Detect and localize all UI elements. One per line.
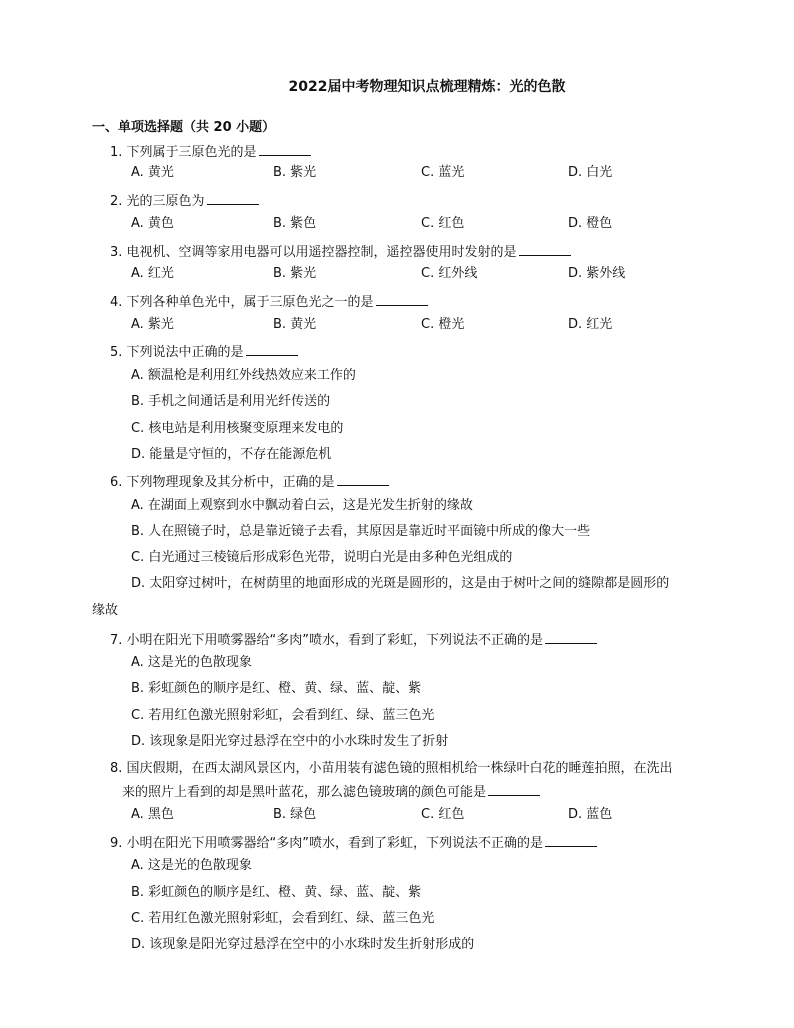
question-8-option-b: B. 绿色 <box>273 807 317 822</box>
question-7-stem: 7. 小明在阳光下用喷雾器给“多肉”喷水，看到了彩虹，下列说法不正确的是 <box>110 631 597 650</box>
question-6-option-d-continuation: 缘故 <box>92 603 119 618</box>
question-8-stem: 8. 国庆假期，在西太湖风景区内，小苗用装有滤色镜的照相机给一株绿叶白花的睡莲拍照，在洗出 <box>110 761 673 776</box>
question-9-option-a: A. 这是光的色散现象 <box>131 858 252 873</box>
question-3-option-a: A. 红光 <box>131 266 174 281</box>
question-3-option-b: B. 紫光 <box>273 266 317 281</box>
question-9-option-c: C. 若用红色激光照射彩虹，会看到红、绿、蓝三色光 <box>131 911 435 926</box>
question-8-option-d: D. 蓝色 <box>568 807 613 822</box>
question-3-stem: 3. 电视机、空调等家用电器可以用遥控器控制，遥控器使用时发射的是 <box>110 243 571 262</box>
answer-blank <box>207 192 259 205</box>
answer-blank <box>246 343 298 356</box>
question-9-option-b: B. 彩虹颜色的顺序是红、橙、黄、绿、蓝、靛、紫 <box>131 885 422 900</box>
question-2-option-a: A. 黄色 <box>131 216 174 231</box>
question-5-stem: 5. 下列说法中正确的是 <box>110 343 298 362</box>
question-6-option-b: B. 人在照镜子时，总是靠近镜子去看，其原因是靠近时平面镜中所成的像大一些 <box>131 524 591 539</box>
question-1-option-d: D. 白光 <box>568 165 613 180</box>
question-5-option-c: C. 核电站是利用核聚变原理来发电的 <box>131 421 344 436</box>
question-3-option-c: C. 红外线 <box>421 266 478 281</box>
answer-blank <box>259 143 311 156</box>
question-5-option-a: A. 额温枪是利用红外线热效应来工作的 <box>131 368 356 383</box>
question-6-option-a: A. 在湖面上观察到水中飘动着白云，这是光发生折射的缘故 <box>131 498 473 513</box>
answer-blank <box>519 243 571 256</box>
question-2-option-c: C. 红色 <box>421 216 465 231</box>
question-1-stem: 1. 下列属于三原色光的是 <box>110 143 311 162</box>
question-8-option-c: C. 红色 <box>421 807 465 822</box>
question-4-option-a: A. 紫光 <box>131 317 174 332</box>
answer-blank <box>488 783 540 796</box>
question-9-option-d: D. 该现象是阳光穿过悬浮在空中的小水珠时发生折射形成的 <box>131 937 475 952</box>
question-2-option-b: B. 紫色 <box>273 216 317 231</box>
question-2-option-d: D. 橙色 <box>568 216 613 231</box>
question-7-option-a: A. 这是光的色散现象 <box>131 655 252 670</box>
question-4-option-c: C. 橙光 <box>421 317 465 332</box>
question-8-stem-line-2: 来的照片上看到的却是黑叶蓝花，那么滤色镜玻璃的颜色可能是 <box>122 783 540 802</box>
question-6-option-c: C. 白光通过三棱镜后形成彩色光带，说明白光是由多种色光组成的 <box>131 550 513 565</box>
answer-blank <box>337 473 389 486</box>
question-3-option-d: D. 紫外线 <box>568 266 626 281</box>
answer-blank <box>376 293 428 306</box>
question-1-option-a: A. 黄光 <box>131 165 174 180</box>
question-9-stem: 9. 小明在阳光下用喷雾器给“多肉”喷水，看到了彩虹，下列说法不正确的是 <box>110 834 597 853</box>
question-4-stem: 4. 下列各种单色光中，属于三原色光之一的是 <box>110 293 428 312</box>
answer-blank <box>545 834 597 847</box>
question-4-option-b: B. 黄光 <box>273 317 317 332</box>
question-7-option-b: B. 彩虹颜色的顺序是红、橙、黄、绿、蓝、靛、紫 <box>131 681 422 696</box>
question-5-option-d: D. 能量是守恒的，不存在能源危机 <box>131 447 332 462</box>
question-7-option-d: D. 该现象是阳光穿过悬浮在空中的小水珠时发生了折射 <box>131 734 449 749</box>
answer-blank <box>545 631 597 644</box>
question-2-stem: 2. 光的三原色为 <box>110 192 259 211</box>
section-heading: 一、单项选择题（共 20 小题） <box>92 120 276 135</box>
question-6-option-d: D. 太阳穿过树叶，在树荫里的地面形成的光斑是圆形的，这是由于树叶之间的缝隙都是圆形的 <box>131 576 670 591</box>
question-4-option-d: D. 红光 <box>568 317 613 332</box>
question-5-option-b: B. 手机之间通话是利用光纤传送的 <box>131 394 331 409</box>
question-1-option-b: B. 紫光 <box>273 165 317 180</box>
question-7-option-c: C. 若用红色激光照射彩虹，会看到红、绿、蓝三色光 <box>131 708 435 723</box>
document-title: 2022届中考物理知识点梳理精炼：光的色散 <box>288 79 566 95</box>
question-1-option-c: C. 蓝光 <box>421 165 465 180</box>
question-8-option-a: A. 黑色 <box>131 807 174 822</box>
question-6-stem: 6. 下列物理现象及其分析中，正确的是 <box>110 473 389 492</box>
